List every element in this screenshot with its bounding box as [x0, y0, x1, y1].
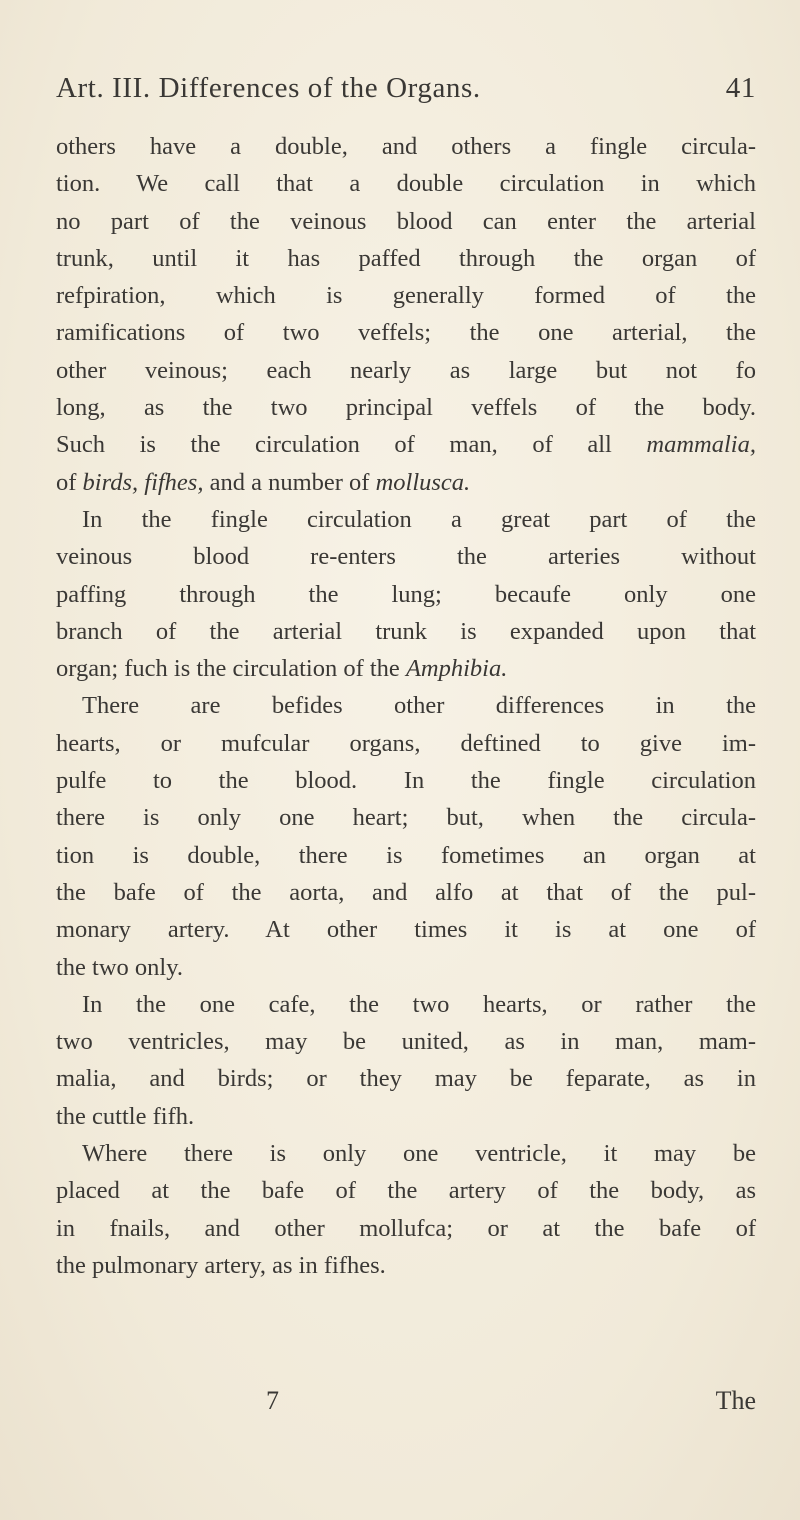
text-line: [56, 1247, 756, 1284]
text-line: [56, 874, 756, 911]
line-text: tion is double, there is fometimes an organ at: [56, 841, 756, 869]
text-line: [56, 911, 756, 948]
line-text: refpiration, which is generally formed of the: [56, 282, 756, 310]
text-line: [56, 949, 756, 986]
line-text: in fnails, and other mollufca; or at the bafe of: [56, 1214, 756, 1242]
line-text: Where there is only one ventricle, it may be: [82, 1140, 756, 1168]
text-line: [56, 426, 756, 463]
italic-term: birds, fifhes,: [82, 468, 204, 496]
text-line: [56, 240, 756, 277]
text-line: [56, 687, 756, 724]
text-line: [56, 203, 756, 240]
line-text: ramifications of two veffels; the one arterial, the: [56, 319, 756, 347]
text-line: [56, 128, 756, 165]
line-text: trunk, until it has paffed through the organ of: [56, 244, 756, 272]
line-text: veinous blood re-enters the arteries without: [56, 543, 756, 571]
text-line: [56, 799, 756, 836]
line-text: In the fingle circulation a great part of the: [82, 505, 756, 533]
catchword: The: [715, 1386, 756, 1415]
text-line: [56, 576, 756, 613]
page-number: 41: [725, 72, 756, 104]
line-text: and a number of: [203, 468, 376, 496]
italic-term: mammalia,: [646, 431, 756, 459]
italic-term: mollusca.: [375, 468, 471, 496]
text-line: [56, 464, 756, 501]
text-line: [56, 762, 756, 799]
text-line: [56, 1023, 756, 1060]
text-line: [56, 1098, 756, 1135]
line-text: branch of the arterial trunk is expanded upon that: [56, 617, 756, 645]
text-line: [56, 314, 756, 351]
line-text: malia, and birds; or they may be feparate, as in: [56, 1065, 756, 1093]
line-text: hearts, or mufcular organs, deftined to give im-: [56, 729, 756, 757]
line-text: placed at the bafe of the artery of the body, as: [56, 1177, 756, 1205]
text-line: [56, 725, 756, 762]
running-title: Art. III. Differences of the Organs.: [56, 72, 481, 104]
text-line: [56, 837, 756, 874]
line-text: there is only one heart; but, when the circula-: [56, 804, 756, 832]
line-text: organ; fuch is the circulation of the: [56, 655, 406, 683]
text-line: [56, 277, 756, 314]
line-text: two ventricles, may be united, as in man, mam-: [56, 1028, 756, 1056]
line-text: others have a double, and others a fingle circula-: [56, 133, 756, 160]
line-text: other veinous; each nearly as large but not fo: [56, 356, 756, 384]
line-text: the two only.: [56, 953, 184, 981]
body-text: [56, 128, 756, 1284]
line-text: of: [56, 468, 83, 496]
line-text: Such is the circulation of man, of all: [56, 431, 647, 459]
text-line: [56, 1060, 756, 1097]
line-text: no part of the veinous blood can enter the arterial: [56, 207, 756, 235]
line-text: There are befides other differences in the: [82, 692, 756, 720]
text-line: [56, 538, 756, 575]
page-footer: [56, 1386, 756, 1426]
line-text: the bafe of the aorta, and alfo at that of the pul-: [56, 878, 756, 906]
text-line: [56, 650, 756, 687]
line-text: tion. We call that a double circulation in which: [56, 170, 756, 198]
line-text: the pulmonary artery, as in fifhes.: [56, 1251, 386, 1279]
running-header: [56, 72, 756, 112]
text-line: [56, 986, 756, 1023]
text-line: [56, 165, 756, 202]
text-line: [56, 1210, 756, 1247]
text-line: [56, 352, 756, 389]
line-text: pulfe to the blood. In the fingle circulation: [56, 767, 756, 795]
line-text: monary artery. At other times it is at one of: [56, 916, 756, 944]
text-line: [56, 389, 756, 426]
line-text: paffing through the lung; becaufe only one: [56, 580, 756, 608]
line-text: the cuttle fifh.: [56, 1102, 195, 1130]
text-line: [56, 1172, 756, 1209]
line-text: long, as the two principal veffels of the body.: [56, 394, 756, 422]
italic-term: Amphibia.: [405, 655, 508, 683]
text-line: [56, 613, 756, 650]
signature-mark: 7: [266, 1386, 279, 1415]
text-line: [56, 1135, 756, 1172]
line-text: In the one cafe, the two hearts, or rather the: [82, 990, 756, 1018]
text-line: [56, 501, 756, 538]
